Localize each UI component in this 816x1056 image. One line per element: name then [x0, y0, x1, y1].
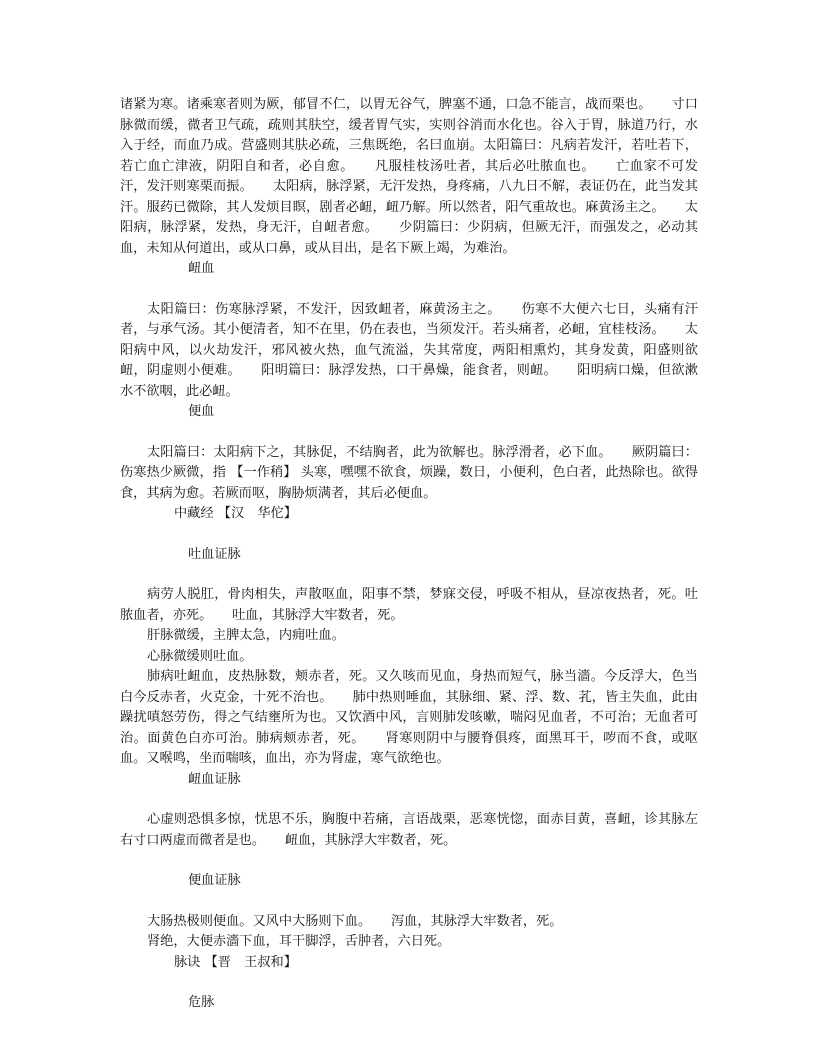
body-paragraph: 大肠热极则便血。又风中大肠则下血。 泻血，其脉浮大牢数者，死。: [147, 913, 563, 929]
body-paragraph: 病劳人脱肛，骨肉相失，声散呕血，阳事不禁，梦寐交侵，呼吸不相从，昼凉夜热者，死。吐脓血者，亦死。 吐血，其脉浮大牢数者，死。: [120, 587, 698, 623]
section-heading: 衄血: [188, 261, 215, 276]
body-paragraph: 肾绝，大便赤濇下血，耳干脚浮，舌肿者，六日死。: [147, 934, 451, 949]
body-paragraph: 诸紧为寒。诸乘寒者则为厥，郁冒不仁，以胃无谷气，脾塞不通，口急不能言，战而栗也。 寸口脉微而缓，微者卫气疏，疏则其肤空，缓者胃气实，实则谷消而水化也。谷入于胃，脉道乃行，水入于经，而血乃成。营盛则其肤必疏，三焦既绝，名曰血崩。太阳篇曰：凡病若发汗，若吐若下，若亡血亡津液，阴阳自和者，必自愈。 凡服桂枝汤吐者，其后必吐脓血也。 亡血家不可发汗，发汗则寒栗而振。 太阳病，脉浮紧，无汗发热，身疼痛，八九日不解，表证仍在，此当发其汗。服药已微除，其人发烦目瞑，剧者必衄，衄乃解。所以然者，阳气重故也。麻黄汤主之。 太阳病，脉浮紧，发热，身无汗，自衄者愈。 少阴篇曰：少阴病，但厥无汗，而强发之，必动其血，未知从何道出，或从口鼻，或从目出，是名下厥上竭，为难治。: [120, 97, 698, 256]
section-heading: 便血证脉: [188, 873, 241, 888]
section-heading: 危脉: [188, 995, 215, 1010]
body-paragraph: 心虚则恐惧多惊，忧思不乐，胸腹中若痛，言语战栗，恶寒恍惚，面赤目黄，喜衄，诊其脉左右寸口两虚而微者是也。 衄血，其脉浮大牢数者，死。: [120, 812, 698, 848]
body-paragraph: 心脉微缓则吐血。: [147, 648, 253, 664]
spacer: [120, 280, 698, 300]
spacer: [120, 892, 698, 912]
section-heading: 衄血证脉: [188, 771, 241, 787]
section-heading: 便血: [188, 404, 215, 419]
body-paragraph: 肝脉微缓，主脾太急，内痈吐血。: [147, 628, 345, 643]
section-heading: 吐血证脉: [188, 546, 241, 562]
source-heading: 中藏经 【汉 华佗】: [174, 506, 297, 521]
body-paragraph: 太阳篇曰：伤寒脉浮紧，不发汗，因致衄者，麻黄汤主之。 伤寒不大便六七日，头痛有汗者，与承气汤。其小便清者，知不在里，仍在表也，当须发汗。若头痛者，必衄，宜桂枝汤。 太阳病中风，以火劫发汗，邪风被火热，血气流溢，失其常度，两阳相熏灼，其身发黄，阳盛则欲衄，阴虚则小便难。 阳明篇曰：脉浮发热，口干鼻燥，能食者，则衄。 阳明病口燥，但欲漱水不欲咽，此必衄。: [120, 301, 698, 399]
body-paragraph: 肺病吐衄血，皮热脉数，颊赤者，死。又久咳而见血，身热而短气，脉当濇。今反浮大，色当白今反赤者，火克金，十死不治也。 肺中热则唾血，其脉细、紧、浮、数、芤，皆主失血，此由躁扰嗔怒劳伤，得之气结壅所为也。又饮酒中风，言则肺发咳嗽，喘闷见血者，不可治；无血者可治。面黄色白亦可治。肺病颊赤者，死。 肾寒则阴中与腰脊俱疼，面黑耳干，哕而不食，或呕血。又喉鸣，坐而喘咳，血出，亦为肾虚，寒气欲绝也。: [120, 669, 698, 766]
spacer: [120, 851, 698, 871]
spacer: [120, 423, 698, 443]
spacer: [120, 565, 698, 585]
document-page: [120, 95, 698, 1014]
source-heading: 脉诀 【晋 王叔和】: [174, 954, 297, 970]
spacer: [120, 525, 698, 545]
body-paragraph: 太阳篇曰：太阳病下之，其脉促，不结胸者，此为欲解也。脉浮滑者，必下血。 厥阴篇曰：伤寒热少厥微，指 【一作稍】 头寒，嘿嘿不欲食，烦躁，数日，小便利，色白者，此热除也。欲得食，其病为愈。若厥而呕，胸胁烦满者，其后必便血。: [120, 444, 698, 501]
spacer: [120, 790, 698, 810]
spacer: [120, 973, 698, 993]
